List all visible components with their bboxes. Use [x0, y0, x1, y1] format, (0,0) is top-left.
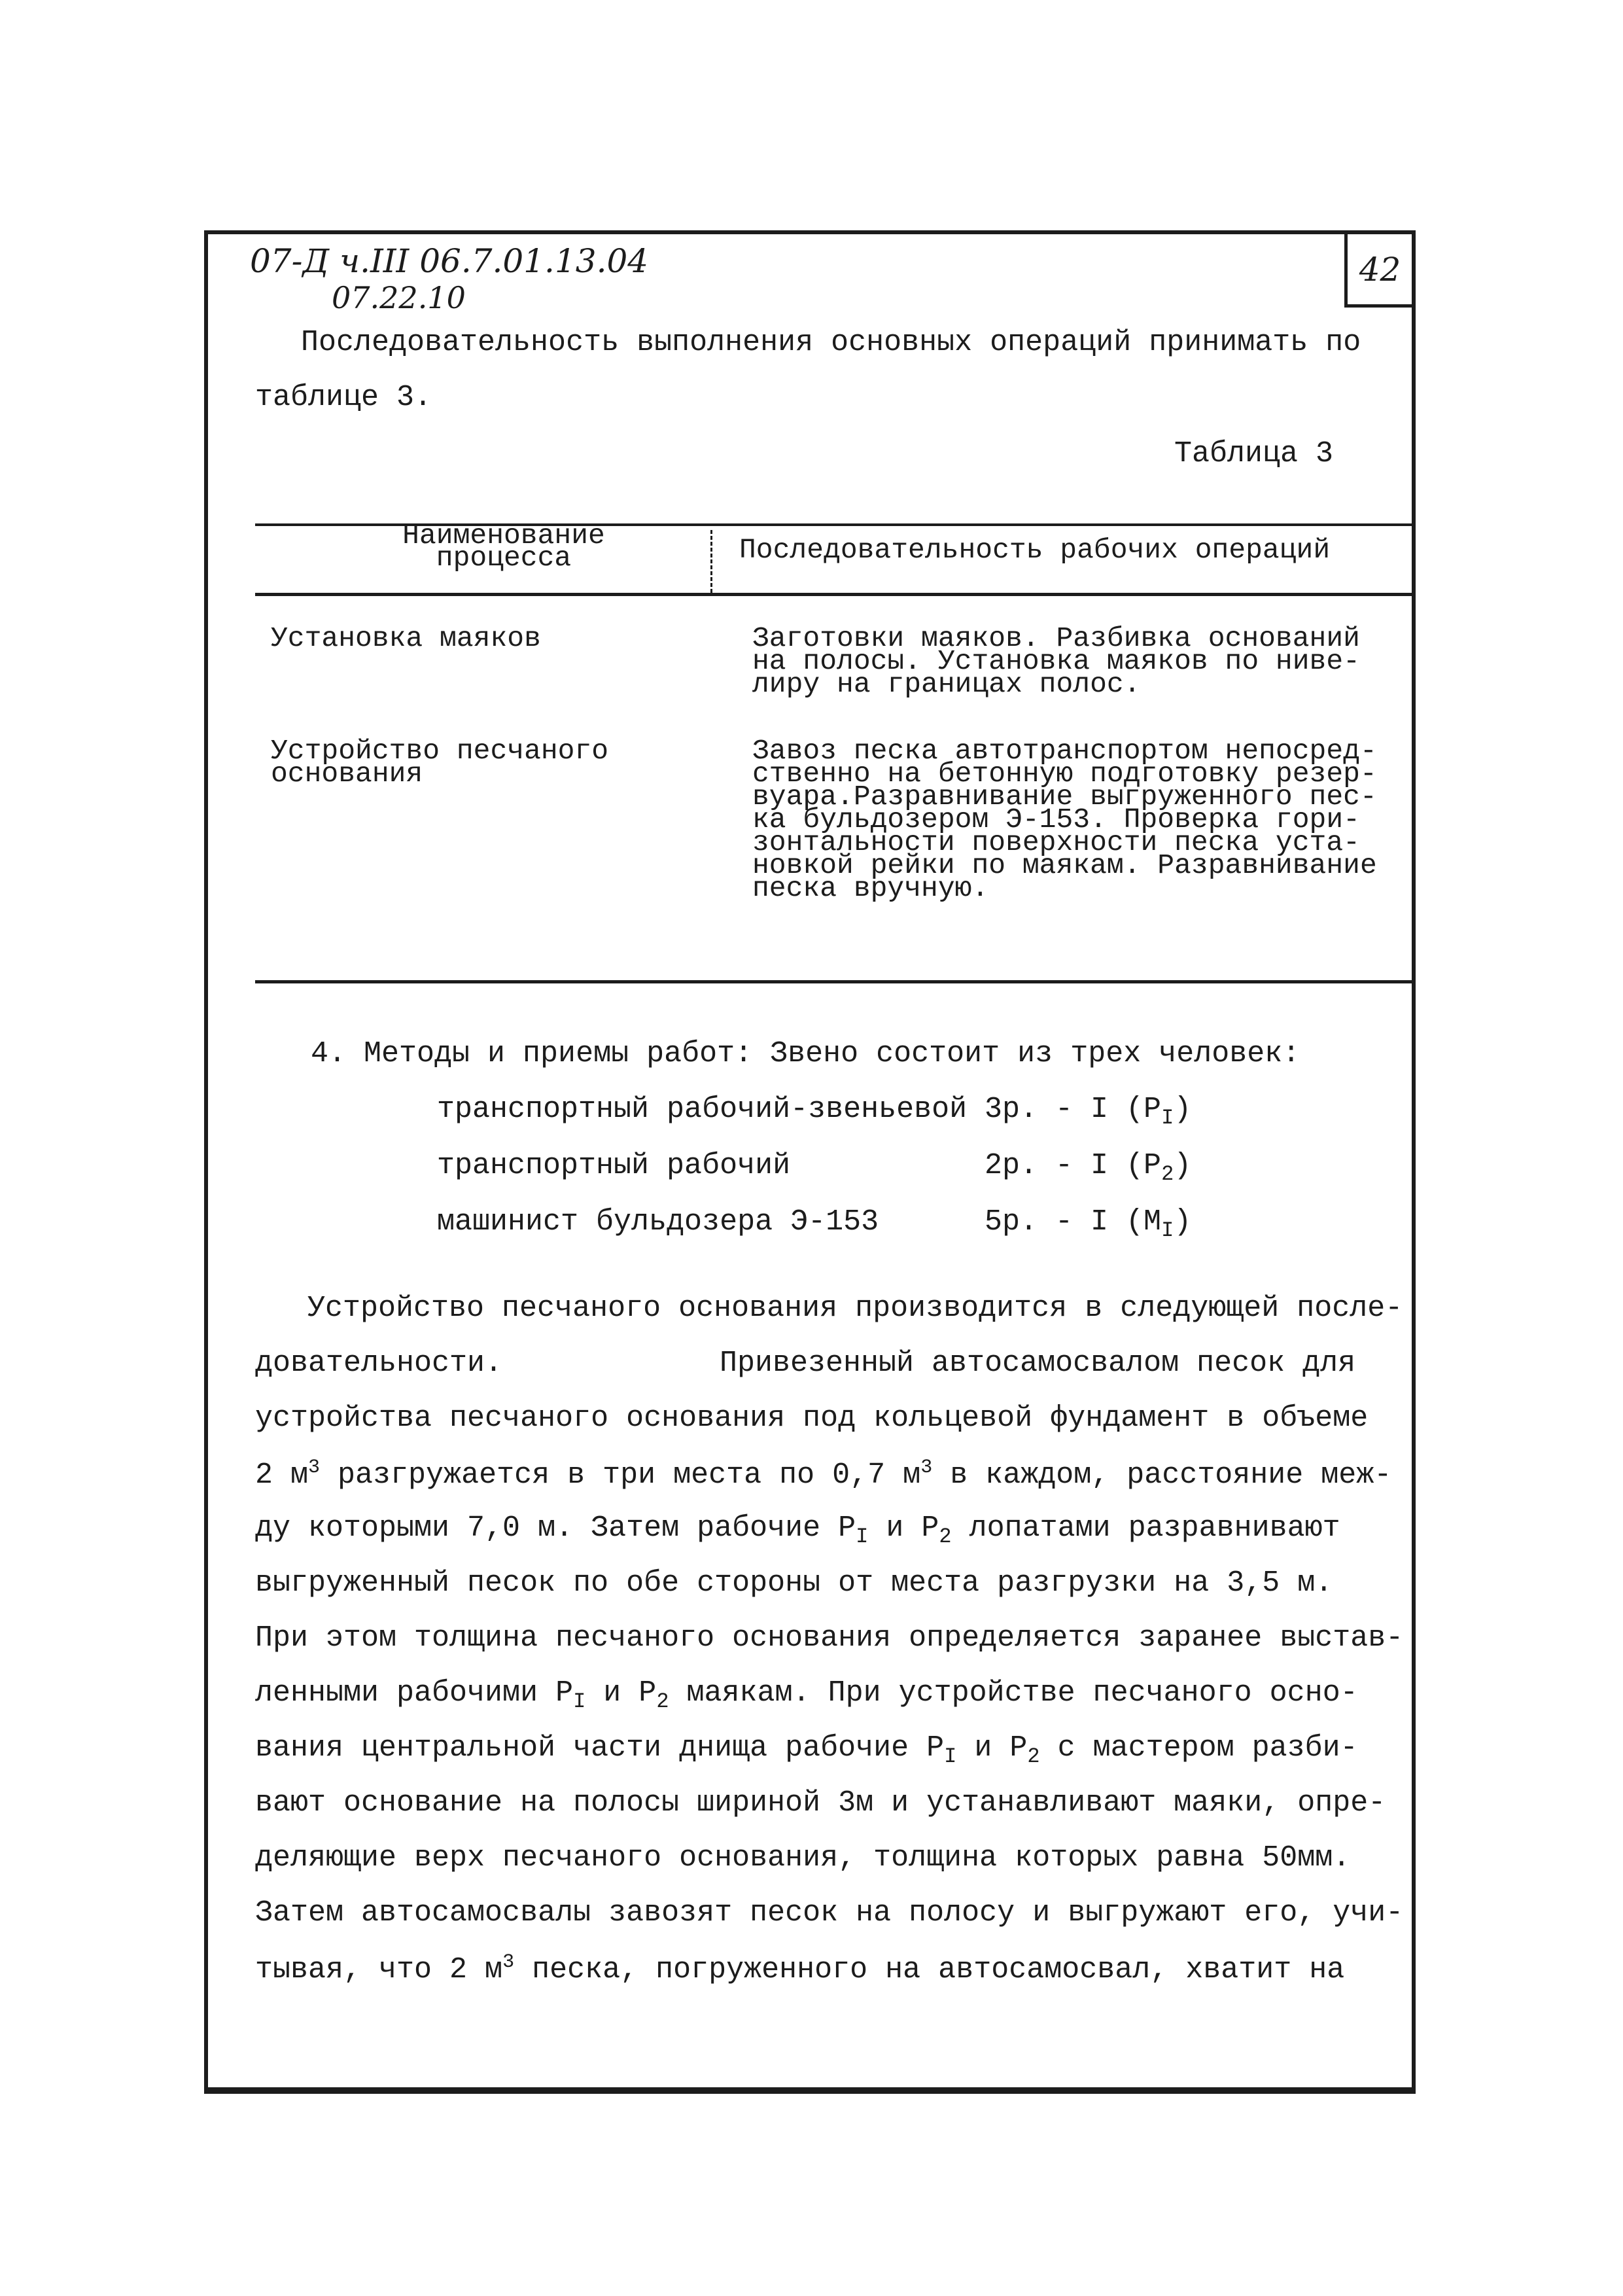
worker-3-grade: 5р. - I $(М_I)$ — [985, 1205, 1192, 1243]
table-header-divider — [710, 530, 712, 593]
body-line-6: выгруженный песок по обе стороны от места разгрузки на 3,5 м. — [255, 1566, 1333, 1600]
document-code-sub: 07.22.10 — [332, 280, 466, 315]
body-line-12: Затем автосамосвалы завозят песок на полосу и выгружают его, учи- — [255, 1896, 1404, 1930]
body-line-2a: довательности. — [255, 1347, 503, 1380]
table-caption: Таблица 3 — [1174, 437, 1334, 470]
body-line-5: ду которыми 7,0 м. Затем рабочие $Р_I$ и $Р_2$ лопатами разравнивают — [255, 1511, 1340, 1549]
intro-line-2: таблице 3. — [255, 381, 432, 414]
section-4-heading: 4. Методы и приемы работ: Звено состоит из трех человек: — [311, 1037, 1300, 1070]
worker-1-role: транспортный рабочий-звеньевой — [437, 1093, 968, 1126]
table-row-1-process: Установка маяков — [271, 622, 541, 654]
table-bottom-rule — [255, 980, 1414, 983]
body-line-9: вания центральной части днища рабочие $Р_I$ и $Р_2$ с мастером разби- — [255, 1731, 1358, 1769]
page-number-stamp: 42 — [1344, 234, 1412, 308]
body-line-1: Устройство песчаного основания производится в следующей после- — [307, 1292, 1403, 1325]
body-line-7: При этом толщина песчаного основания определяется заранее выстав- — [255, 1621, 1404, 1655]
intro-line-1: Последовательность выполнения основных операций принимать по — [301, 326, 1361, 359]
table-header-rule — [255, 593, 1414, 596]
table-row-2-process: Устройство песчаного основания — [271, 735, 609, 790]
body-line-4: 2 $м^3$ разгружается в три места по 0,7 $м^3$ в каждом, расстояние меж- — [255, 1457, 1392, 1492]
document-code: 07-Д ч.III 06.7.01.13.04 — [250, 242, 649, 280]
body-line-11: деляющие верх песчаного основания, толщина которых равна 50мм. — [255, 1841, 1351, 1875]
worker-3-role: машинист бульдозера Э-153 — [437, 1205, 879, 1239]
table-header-process: Наименование процесса — [402, 520, 605, 574]
worker-2-grade: 2р. - I $(P_2)$ — [985, 1149, 1192, 1186]
body-line-3: устройства песчаного основания под кольцевой фундамент в объеме — [255, 1402, 1369, 1435]
body-line-8: ленными рабочими $Р_I$ и $Р_2$ маякам. При устройстве песчаного осно- — [255, 1676, 1358, 1714]
body-line-2b: Привезенный автосамосвалом песок для — [720, 1347, 1356, 1380]
table-header-operations: Последовательность рабочих операций — [739, 534, 1331, 566]
table-row-1-operations: Заготовки маяков. Разбивка оснований на полосы. Установка маяков по ниве- лиру на границах полос. — [752, 622, 1360, 700]
body-line-13: тывая, что 2 $м^3$ песка, погруженного на автосамосвал, хватит на — [255, 1951, 1345, 1987]
table-row-2-operations: Завоз песка автотранспортом непосред- ственно на бетонную подготовку резер- вуара.Разравнивание выгруженного пес- ка бульдозером Э-153. Проверка гори- зонтальности поверхности песка уста- новкой рейки по маякам. Разравнивание песка вручную. — [752, 735, 1377, 904]
worker-1-grade: 3р. - I $(P_I)$ — [985, 1093, 1192, 1130]
body-line-10: вают основание на полосы шириной 3м и устанавливают маяки, опре- — [255, 1786, 1386, 1820]
worker-2-role: транспортный рабочий — [437, 1149, 791, 1182]
